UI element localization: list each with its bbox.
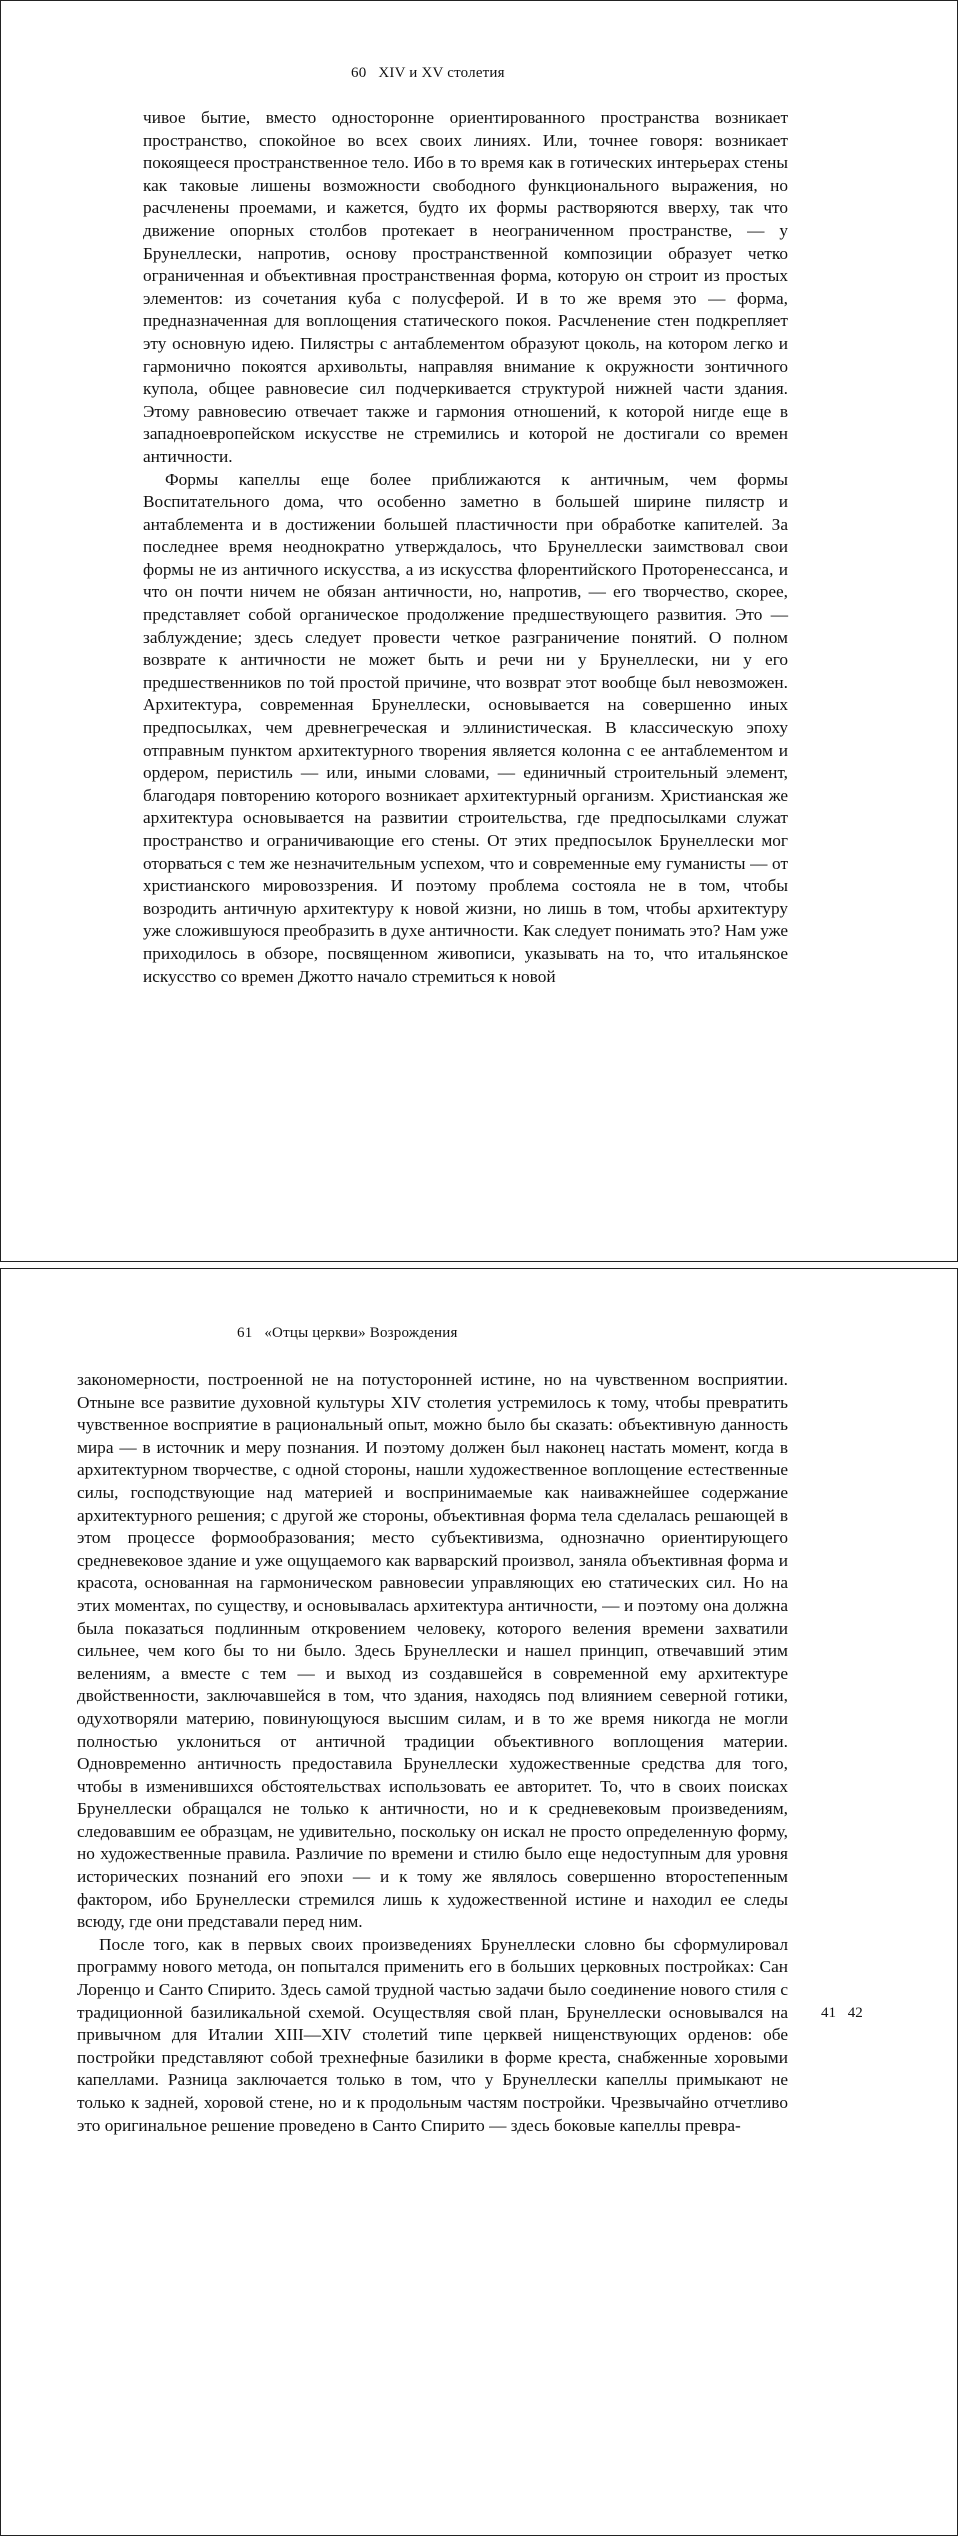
paragraph: чивое бытие, вместо односторонне ориентированного пространства возникает пространство, спокойное во всех своих линиях. Или, точнее говоря: возникает покоящееся пространственное тело. Ибо в то время как в готических интерьерах стены как таковые лишены возможности свободного функционального выражения, но расчленены проемами, и кажется, будто их формы растворяются вверху, так что движение опорных столбов протекает в неограниченном пространстве, — у Брунеллески, напротив, основу пространственной композиции образует четко ограниченная и объективная пространственная форма, которую он строит из простых элементов: из сочетания куба с полусферой. И в то же время это — форма, предназначенная для воплощения статического покоя. Расчленение стен подкрепляет эту основную идею. Пилястры с антаблементом образуют цоколь, на котором легко и гармонично покоятся архивольты, направляя внимание к окружности зонтичного купола, общее равновесие сил подчеркивается структурой нижней части здания. Этому равновесию отвечает также и гармония отношений, к которой нигде еще в западноевропейском искусстве не стремились и которой не достигали со времен античности. — [143, 108, 788, 466]
page-number: 61 — [237, 1325, 253, 1341]
paragraph: После того, как в первых своих произведениях Брунеллески словно бы сформулировал программу нового метода, он попытался применить его в больших церковных постройках: Сан Лоренцо и Санто Спирито. Здесь самой трудной частью задачи было соединение нового стиля с традиционной базиликальной схемой. Осуществляя свой план, Брунеллески основывался на привычном для Италии XIII—XIV столетий типе церквей нищенствующих орденов: обе постройки представляют собой трехнефные базилики в форме креста, снабженные хоровыми капеллами. Разница заключается только в том, что у Брунеллески капеллы примыкают не только к задней, хоровой стене, но и к продольным частям постройки. Чрезвычайно отчетливо это оригинальное решение проведено в Санто Спирито — здесь боковые капеллы превра- — [77, 1934, 788, 2135]
figure-ref: 41 — [821, 2005, 836, 2021]
running-title: XIV и XV столетия — [378, 65, 505, 81]
book-page-left — [0, 0, 958, 1262]
running-title: «Отцы церкви» Возрождения — [264, 1325, 458, 1341]
book-page-right — [0, 1268, 958, 2536]
running-head — [237, 1325, 458, 1342]
figure-ref: 42 — [847, 2005, 863, 2021]
body-text — [77, 1369, 788, 2137]
page-number: 60 — [351, 65, 367, 81]
paragraph: Формы капеллы еще более приближаются к античным, чем формы Воспитательного дома, что особенно заметно в большей ширине пилястр и антаблемента и в достижении большей пластичности при обработке капителей. За последнее время неоднократно утверждалось, что Брунеллески заимствовал свои формы не из античного искусства, а из искусства флорентийского Проторенессанса, и что он почти ничем не обязан античности, но, напротив, — его творчество, скорее, представляет собой органическое продолжение предшествующего развития. Это — заблуждение; здесь следует провести четкое разграничение понятий. О полном возврате к античности не может быть и речи ни у Брунеллески, ни у его предшественников по той простой причине, что возврат этот вообще был невозможен. Архитектура, современная Брунеллески, основывается на совершенно иных предпосылках, чем древнегреческая и эллинистическая. В классическую эпоху отправным пунктом архитектурного творения является колонна с ее антаблементом и ордером, перистиль — или, иными словами, — единичный строительный элемент, благодаря повторению которого возникает архитектурный организм. Христианская же архитектура основывается на развитии строительства, где предпосылками служат пространство и ограничивающие его стены. От этих предпосылок Брунеллески мог оторваться с тем же незначительным успехом, что и современные ему гуманисты — от христианского мировоззрения. И поэтому проблема состояла не в том, чтобы возродить античную архитектуру к новой жизни, но лишь в том, чтобы архитектуру уже сложившуюся преобразить в духе античности. Как следует понимать это? Нам уже приходилось в обзоре, посвященном живописи, указывать на то, что итальянское искусство со времен Джотто начало стремиться к новой — [143, 469, 788, 986]
body-text — [143, 107, 788, 988]
paragraph: закономерности, построенной не на потусторонней истине, но на чувственном восприятии. Отныне все развитие духовной культуры XIV столетия устремилось к тому, чтобы превратить чувственное восприятие в рациональный опыт, можно было бы сказать: объективную данность мира — в источник и меру познания. И поэтому должен был наконец настать момент, когда в архитектурном творчестве, с одной стороны, нашли художественное воплощение естественные силы, господствующие над материей и воспринимаемые как наиважнейшее содержание архитектурного решения; с другой же стороны, объективная форма тела сделалась решающей в этом процессе формообразования; место субъективизма, однозначно ориентирующего средневековое здание и уже ощущаемого как варварский произвол, заняла объективная форма и красота, основанная на гармоническом равновесии управляющих ею статических сил. Но на этих моментах, по существу, и основывалась архитектура античности, — и поэтому она должна была показаться подлинным откровением человеку, которого веления времени захватили сильнее, чем кого бы то ни было. Здесь Брунеллески и нашел принцип, отвечавший этим велениям, а вместе с тем — и выход из создавшейся в современной ему архитектуре двойственности, заключавшейся в том, что здания, находясь под влиянием северной готики, одухотворяли материю, повинующуюся высшим силам, и в то же время никогда не могли полностью уклониться от античной традиции объективного воплощения материи. Одновременно античность предоставила Брунеллески художественные средства для того, чтобы в изменившихся обстоятельствах использовать ее авторитет. То, что в своих поисках Брунеллески обращался не только к античности, но и к средневековым произведениям, следовавшим ее образцам, не удивительно, поскольку он искал не просто определенную форму, но художественные правила. Различие по времени и стилю было еще недоступным для уровня исторических познаний его эпохи — и к тому же являлось совершенно второстепенным фактором, ибо Брунеллески стремился лишь к художественной истине и находил ее следы всюду, где они представали перед ним. — [77, 1370, 788, 1932]
running-head — [351, 65, 505, 82]
margin-figure-references — [821, 2005, 871, 2022]
